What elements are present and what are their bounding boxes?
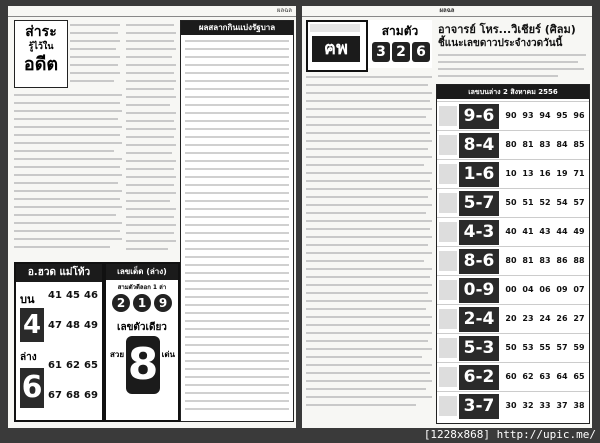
ahom-bottom-label: ล่าง bbox=[20, 352, 37, 363]
result-row-label bbox=[439, 193, 457, 213]
result-cell: 83 bbox=[539, 140, 551, 149]
result-cell: 44 bbox=[556, 227, 568, 236]
single-digit-sawy: สวย bbox=[110, 350, 125, 359]
right-running-head-center: ผลฉล bbox=[439, 7, 455, 14]
result-row bbox=[437, 362, 589, 392]
result-cell: 64 bbox=[556, 372, 568, 381]
result-cell: 54 bbox=[556, 198, 568, 207]
result-row-label bbox=[439, 338, 457, 358]
result-cell: 96 bbox=[573, 111, 585, 120]
ahom-bottom-pair-5: 68 bbox=[66, 390, 80, 401]
prediction-box-lucky-subtitle: สามตัวดีลอก 1 ล่า bbox=[117, 284, 167, 291]
prediction-box-lucky-title: เลขเด็ด bbox=[117, 267, 144, 276]
single-digit-ten: เด่น bbox=[161, 350, 175, 359]
result-cell: 65 bbox=[573, 372, 585, 381]
results-title: เลขบนล่าง 2 สิงหาคม 2556 bbox=[437, 85, 589, 99]
result-row-label bbox=[439, 280, 457, 300]
result-cell: 27 bbox=[573, 314, 585, 323]
lucky-digit-1: 2 bbox=[112, 294, 130, 312]
lucky-digit-2: 1 bbox=[133, 294, 151, 312]
right-running-head bbox=[302, 6, 592, 17]
result-pair: 8-4 bbox=[459, 133, 499, 158]
result-cell: 52 bbox=[539, 198, 551, 207]
result-pair: 6-2 bbox=[459, 365, 499, 390]
result-row bbox=[437, 333, 589, 363]
result-row-label bbox=[439, 222, 457, 242]
result-cell: 94 bbox=[539, 111, 551, 120]
result-cell: 63 bbox=[539, 372, 551, 381]
result-cell: 49 bbox=[573, 227, 585, 236]
ahom-top-pair-6: 49 bbox=[84, 320, 98, 331]
result-cell: 81 bbox=[522, 256, 534, 265]
result-cell: 57 bbox=[556, 343, 568, 352]
result-pair: 9-6 bbox=[459, 104, 499, 129]
result-pair: 1-6 bbox=[459, 162, 499, 187]
lucky-digit-3: 9 bbox=[154, 294, 172, 312]
three-digit-box bbox=[368, 20, 432, 68]
result-row-label bbox=[439, 396, 457, 416]
column-title-box bbox=[14, 20, 68, 88]
result-row bbox=[437, 246, 589, 276]
result-cell: 57 bbox=[573, 198, 585, 207]
ahom-bottom-pair-6: 69 bbox=[84, 390, 98, 401]
ahom-top-big-digit: 4 bbox=[20, 308, 44, 342]
ahom-bottom-pair-3: 65 bbox=[84, 360, 98, 371]
result-cell: 43 bbox=[539, 227, 551, 236]
result-cell: 41 bbox=[522, 227, 534, 236]
prediction-box-ahom-header bbox=[16, 264, 102, 282]
three-digit-1: 3 bbox=[372, 42, 390, 62]
right-page bbox=[302, 6, 592, 428]
result-row-label bbox=[439, 367, 457, 387]
ahom-bottom-big-digit: 6 bbox=[20, 368, 44, 408]
result-pair: 2-4 bbox=[459, 307, 499, 332]
result-cell: 09 bbox=[556, 285, 568, 294]
result-cell: 10 bbox=[505, 169, 517, 178]
result-cell: 30 bbox=[505, 401, 517, 410]
result-cell: 40 bbox=[505, 227, 517, 236]
result-row bbox=[437, 130, 589, 160]
result-cell: 50 bbox=[505, 343, 517, 352]
ahom-bottom-pair-4: 67 bbox=[48, 390, 62, 401]
result-cell: 19 bbox=[556, 169, 568, 178]
result-cell: 88 bbox=[573, 256, 585, 265]
prediction-box-ahom-title: อ.ฮวด bbox=[27, 267, 56, 278]
result-cell: 32 bbox=[522, 401, 534, 410]
result-cell: 81 bbox=[522, 140, 534, 149]
result-row-label bbox=[439, 135, 457, 155]
result-cell: 33 bbox=[539, 401, 551, 410]
result-row-label bbox=[439, 251, 457, 271]
ahom-top-label: บน bbox=[20, 293, 35, 306]
result-cell: 16 bbox=[539, 169, 551, 178]
lottery-history-table bbox=[180, 20, 294, 422]
prediction-box-lucky bbox=[104, 262, 180, 422]
result-cell: 38 bbox=[573, 401, 585, 410]
teacher-subtitle: ชี้แนะเลขดาวประจำงวดวันนี้ bbox=[438, 38, 563, 49]
watermark: [1228x868] http://upic.me/ bbox=[423, 428, 596, 441]
result-cell: 53 bbox=[522, 343, 534, 352]
ahom-top-pair-3: 46 bbox=[84, 290, 98, 301]
result-row-label bbox=[439, 309, 457, 329]
result-cell: 93 bbox=[522, 111, 534, 120]
result-cell: 85 bbox=[573, 140, 585, 149]
result-cell: 80 bbox=[505, 256, 517, 265]
result-cell: 13 bbox=[522, 169, 534, 178]
ahom-bottom-pair-1: 61 bbox=[48, 360, 62, 371]
result-row bbox=[437, 217, 589, 247]
result-row bbox=[437, 391, 589, 421]
result-cell: 86 bbox=[556, 256, 568, 265]
ahom-top-pair-1: 41 bbox=[48, 290, 62, 301]
ahom-top-pair-4: 47 bbox=[48, 320, 62, 331]
column-title-line3: อดีต bbox=[23, 54, 59, 75]
lottery-table-grid bbox=[181, 35, 293, 419]
result-cell: 07 bbox=[573, 285, 585, 294]
brand-logo: ฅพ bbox=[312, 36, 360, 62]
result-cell: 55 bbox=[539, 343, 551, 352]
three-digit-label: สามตัว bbox=[381, 24, 419, 38]
left-running-head-right: ผลฉล bbox=[277, 7, 292, 14]
result-pair: 3-7 bbox=[459, 394, 499, 419]
column-title-line1: ส่าระ bbox=[25, 24, 57, 40]
result-row bbox=[437, 188, 589, 218]
prediction-box-ahom-title2: แม่โท้ว bbox=[59, 267, 91, 278]
teacher-title: อาจารย์ โหร...วิเชียร์ (ศิลม) bbox=[438, 23, 576, 36]
lottery-table-title: ผลสลากกินแบ่งรัฐบาล bbox=[181, 21, 293, 35]
left-running-head bbox=[8, 6, 296, 17]
single-digit-value: 8 bbox=[126, 336, 160, 394]
ahom-top-pair-5: 48 bbox=[66, 320, 80, 331]
result-pair: 0-9 bbox=[459, 278, 499, 303]
result-cell: 80 bbox=[505, 140, 517, 149]
prediction-box-ahom bbox=[14, 262, 104, 422]
result-cell: 59 bbox=[573, 343, 585, 352]
three-digit-2: 2 bbox=[392, 42, 410, 62]
result-cell: 51 bbox=[522, 198, 534, 207]
result-row bbox=[437, 275, 589, 305]
brand-badge bbox=[310, 24, 360, 32]
result-cell: 83 bbox=[539, 256, 551, 265]
three-digit-3: 6 bbox=[412, 42, 430, 62]
result-cell: 06 bbox=[539, 285, 551, 294]
result-pair: 4-3 bbox=[459, 220, 499, 245]
ahom-bottom-pair-2: 62 bbox=[66, 360, 80, 371]
brand-box bbox=[306, 20, 368, 72]
result-row-label bbox=[439, 164, 457, 184]
prediction-box-lucky-header bbox=[106, 264, 178, 280]
result-pair: 8-6 bbox=[459, 249, 499, 274]
result-cell: 37 bbox=[556, 401, 568, 410]
single-digit-label: เลขตัวเดียว bbox=[117, 322, 167, 333]
result-pair: 5-7 bbox=[459, 191, 499, 216]
result-pair: 5-3 bbox=[459, 336, 499, 361]
result-cell: 04 bbox=[522, 285, 534, 294]
result-cell: 26 bbox=[556, 314, 568, 323]
result-row-label bbox=[439, 106, 457, 126]
result-cell: 20 bbox=[505, 314, 517, 323]
column-title-line2: รู้ไว้ใน bbox=[28, 42, 54, 52]
results-grid bbox=[436, 84, 590, 424]
result-cell: 90 bbox=[505, 111, 517, 120]
prediction-box-lucky-title2: (ล่าง) bbox=[146, 267, 167, 276]
result-cell: 84 bbox=[556, 140, 568, 149]
result-cell: 95 bbox=[556, 111, 568, 120]
result-cell: 50 bbox=[505, 198, 517, 207]
result-cell: 60 bbox=[505, 372, 517, 381]
result-cell: 71 bbox=[573, 169, 585, 178]
result-row bbox=[437, 304, 589, 334]
result-cell: 23 bbox=[522, 314, 534, 323]
three-digit-row bbox=[372, 42, 430, 62]
left-page bbox=[8, 6, 296, 428]
result-cell: 24 bbox=[539, 314, 551, 323]
result-cell: 62 bbox=[522, 372, 534, 381]
result-row bbox=[437, 159, 589, 189]
lucky-digits-row bbox=[112, 294, 172, 312]
result-row bbox=[437, 101, 589, 131]
ahom-top-pair-2: 45 bbox=[66, 290, 80, 301]
result-cell: 00 bbox=[505, 285, 517, 294]
